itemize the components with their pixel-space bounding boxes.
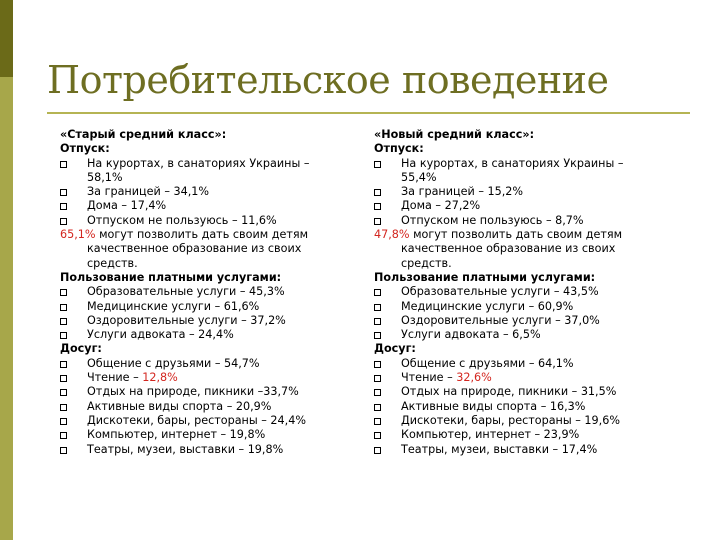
list-item <box>60 428 350 442</box>
old-middle-class-column <box>60 128 350 457</box>
accent-bar-bottom <box>0 77 13 540</box>
list-item <box>60 443 350 457</box>
item-text: Услуги адвоката – 24,4% <box>87 328 234 342</box>
education-percent: 65,1% <box>60 228 96 242</box>
list-item <box>60 400 350 414</box>
list-item <box>374 357 664 371</box>
list-item-continuation: 58,1% <box>87 170 123 184</box>
paid-services-heading: Пользование платными услугами: <box>60 270 282 284</box>
column-heading: «Новый средний класс»: <box>374 128 535 141</box>
item-text: Отпуском не пользуюсь – 11,6% <box>87 213 277 227</box>
paid-services-heading: Пользование платными услугами: <box>374 270 596 284</box>
checkbox-bullet-icon <box>60 289 67 296</box>
item-text: Оздоровительные услуги – 37,0% <box>401 313 600 327</box>
item-text: Чтение – <box>401 371 457 385</box>
checkbox-bullet-icon <box>374 418 381 425</box>
reading-percent: 32,6% <box>456 371 492 385</box>
vacation-heading: Отпуск: <box>374 142 424 156</box>
checkbox-bullet-icon <box>374 189 381 196</box>
education-statement <box>374 228 664 242</box>
new-middle-class-column <box>374 128 664 457</box>
item-text: Компьютер, интернет – 19,8% <box>87 428 266 442</box>
list-item <box>374 199 664 213</box>
item-text: Услуги адвоката – 6,5% <box>401 328 541 342</box>
list-item <box>60 328 350 342</box>
list-item <box>374 414 664 428</box>
item-text: Театры, музеи, выставки – 19,8% <box>87 442 284 456</box>
item-text: Образовательные услуги – 45,3% <box>87 285 285 299</box>
checkbox-bullet-icon <box>60 432 67 439</box>
checkbox-bullet-icon <box>374 447 381 454</box>
list-item <box>60 285 350 299</box>
education-continuation: качественное образование из своих <box>87 242 302 256</box>
item-text: Дискотеки, бары, рестораны – 19,6% <box>401 413 620 427</box>
list-item <box>60 357 350 371</box>
checkbox-bullet-icon <box>374 432 381 439</box>
item-text: Дискотеки, бары, рестораны – 24,4% <box>87 413 306 427</box>
item-text: Отпуском не пользуюсь – 8,7% <box>401 213 584 227</box>
education-percent: 47,8% <box>374 228 410 242</box>
item-text: Дома – 17,4% <box>87 199 167 213</box>
checkbox-bullet-icon <box>374 203 381 210</box>
item-text: На курортах, в санаториях Украины – <box>401 156 624 170</box>
title-underline <box>47 112 690 114</box>
list-item <box>60 314 350 328</box>
leisure-heading: Досуг: <box>60 342 102 356</box>
checkbox-bullet-icon <box>60 375 67 382</box>
item-text: Общение с друзьями – 54,7% <box>87 356 260 370</box>
item-text: Образовательные услуги – 43,5% <box>401 285 599 299</box>
list-item <box>374 157 664 171</box>
item-text: Общение с друзьями – 64,1% <box>401 356 574 370</box>
list-item <box>374 385 664 399</box>
checkbox-bullet-icon <box>374 218 381 225</box>
item-text: Отдых на природе, пикники –33,7% <box>87 385 299 399</box>
item-text: Медицинские услуги – 60,9% <box>401 299 574 313</box>
list-item <box>374 371 664 385</box>
education-continuation: качественное образование из своих <box>401 242 616 256</box>
education-text: могут позволить дать своим детям <box>95 228 309 242</box>
item-text: Чтение – <box>87 371 143 385</box>
item-text: Дома – 27,2% <box>401 199 481 213</box>
checkbox-bullet-icon <box>60 447 67 454</box>
list-item <box>374 400 664 414</box>
checkbox-bullet-icon <box>374 161 381 168</box>
list-item <box>60 185 350 199</box>
item-text: Медицинские услуги – 61,6% <box>87 299 260 313</box>
item-text: Отдых на природе, пикники – 31,5% <box>401 385 617 399</box>
leisure-heading: Досуг: <box>374 342 416 356</box>
item-text: Оздоровительные услуги – 37,2% <box>87 313 286 327</box>
checkbox-bullet-icon <box>60 418 67 425</box>
list-item-continuation: 55,4% <box>401 170 437 184</box>
list-item <box>60 157 350 171</box>
checkbox-bullet-icon <box>60 332 67 339</box>
list-item <box>374 214 664 228</box>
education-continuation: средств. <box>401 256 452 270</box>
reading-percent: 12,8% <box>142 371 178 385</box>
checkbox-bullet-icon <box>374 332 381 339</box>
item-text: Активные виды спорта – 16,3% <box>401 399 586 413</box>
slide-title: Потребительское поведение <box>47 58 609 102</box>
list-item <box>60 199 350 213</box>
item-text: За границей – 34,1% <box>87 185 210 199</box>
checkbox-bullet-icon <box>60 203 67 210</box>
list-item <box>60 371 350 385</box>
list-item <box>374 285 664 299</box>
checkbox-bullet-icon <box>60 161 67 168</box>
list-item <box>374 314 664 328</box>
checkbox-bullet-icon <box>374 389 381 396</box>
checkbox-bullet-icon <box>374 375 381 382</box>
checkbox-bullet-icon <box>60 189 67 196</box>
list-item <box>60 300 350 314</box>
item-text: Активные виды спорта – 20,9% <box>87 399 272 413</box>
checkbox-bullet-icon <box>374 404 381 411</box>
column-heading: «Старый средний класс»: <box>60 128 227 141</box>
vacation-heading: Отпуск: <box>60 142 110 156</box>
checkbox-bullet-icon <box>374 318 381 325</box>
list-item <box>374 328 664 342</box>
item-text: Театры, музеи, выставки – 17,4% <box>401 442 598 456</box>
checkbox-bullet-icon <box>60 389 67 396</box>
accent-bar-top <box>0 0 13 77</box>
list-item <box>374 428 664 442</box>
list-item <box>374 185 664 199</box>
item-text: На курортах, в санаториях Украины – <box>87 156 310 170</box>
checkbox-bullet-icon <box>374 289 381 296</box>
education-continuation: средств. <box>87 256 138 270</box>
checkbox-bullet-icon <box>374 304 381 311</box>
education-text: могут позволить дать своим детям <box>409 228 623 242</box>
list-item <box>60 414 350 428</box>
checkbox-bullet-icon <box>60 304 67 311</box>
checkbox-bullet-icon <box>60 318 67 325</box>
checkbox-bullet-icon <box>60 218 67 225</box>
checkbox-bullet-icon <box>60 361 67 368</box>
list-item <box>60 214 350 228</box>
item-text: Компьютер, интернет – 23,9% <box>401 428 580 442</box>
list-item <box>374 443 664 457</box>
item-text: За границей – 15,2% <box>401 185 524 199</box>
checkbox-bullet-icon <box>60 404 67 411</box>
list-item <box>60 385 350 399</box>
education-statement <box>60 228 350 242</box>
list-item <box>374 300 664 314</box>
checkbox-bullet-icon <box>374 361 381 368</box>
